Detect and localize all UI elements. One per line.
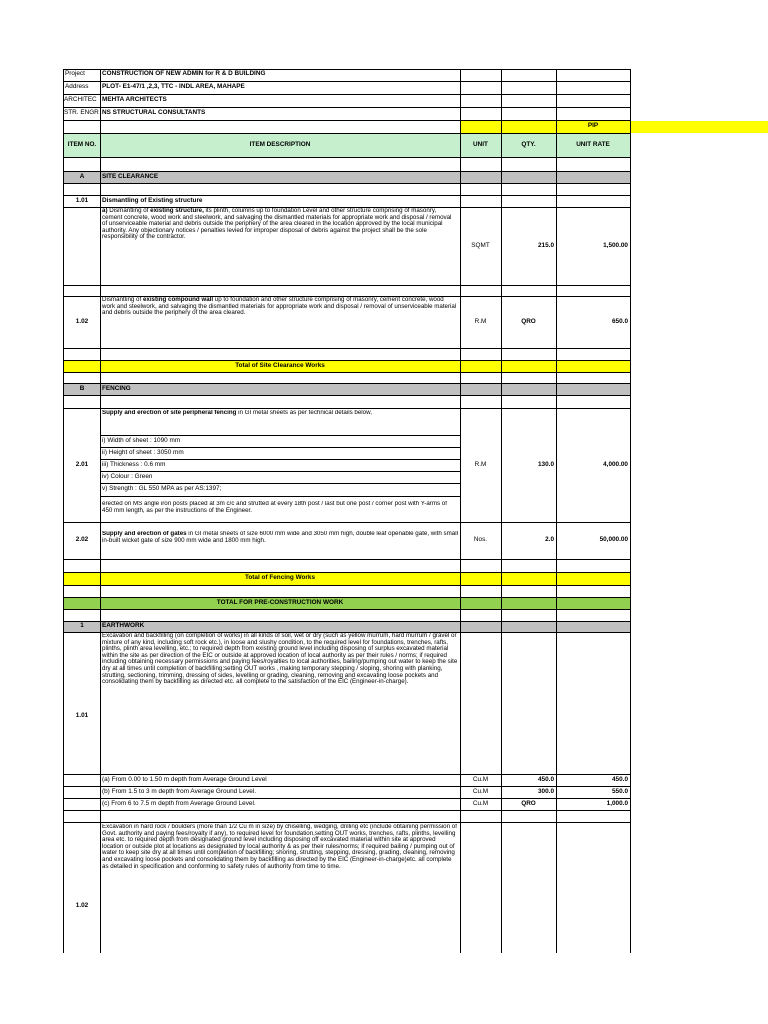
- structural-label: STR. ENGR: [64, 109, 99, 116]
- pip-label: PIP: [587, 122, 599, 129]
- desc-bold: Supply and erection of site peripheral fencing: [102, 410, 237, 416]
- preconstruction-total: TOTAL FOR PRE-CONSTRUCTION WORK: [216, 599, 344, 606]
- item-b-202-rate: 50,000.00: [599, 536, 628, 543]
- sub-c-unit: Cu.M: [472, 800, 489, 807]
- item-b-201-description: [100, 410, 460, 430]
- sub-b-qty: 300.0: [538, 788, 554, 795]
- item-a-102-unit: R.M: [474, 318, 487, 325]
- project-label: Project: [65, 70, 85, 77]
- item-a-101-no: 1.01: [75, 197, 89, 204]
- item-a-101-heading: Dismantling of Existing structure: [102, 197, 203, 204]
- spec-height: ii) Height of sheet : 3050 mm: [102, 449, 184, 456]
- sub-c-label: (c) From 6 to 7.5 m depth from Average Ground Level.: [102, 800, 256, 807]
- item-a-102-no: 1.02: [75, 318, 89, 325]
- fencing-total: Total of Fencing Works: [244, 574, 316, 581]
- item-b-202-unit: Nos.: [473, 536, 488, 543]
- sub-a-qty: 450.0: [538, 776, 554, 783]
- item-b-202-description: [100, 531, 460, 551]
- desc-rest: in GI metal sheets as per technical details below,: [236, 410, 372, 416]
- item-a-101-qty: 215.0: [538, 242, 554, 249]
- item-b-202-no: 2.02: [75, 536, 89, 543]
- item-a-101-description: [100, 208, 460, 284]
- architect-label: ARCHITEC: [64, 96, 97, 103]
- sub-c-qty: QRO: [521, 800, 536, 807]
- item-1-102-description: Excavation in hard rock / boulders (more than 1/2 Cu m in size) by chiselling, wedging, drilling etc (include obtaining permission of Govt. authority and paying fees/royalty if any), to required level for foundation,setting OUT works, trenches, rafts, plinths, levelling area etc. to required depth from designated ground level including disposing off excavated material within site at approved location or outside plot at locations as designated by local authority & as per their rules/norms; if required bailing / pumping out of water to keep site dry at all times until completion of backfilling; shoring, strutting, stepping, dressing, grading, cleaning, removing and excavating loose pockets and consolidating them by backfilling as directed by the EIC (Engineer-in-charge)etc. all complete as detailed in specification and conforming to safety rules of authority from time to time.: [102, 824, 457, 870]
- site-clearance-total: Total of Site Clearance Works: [235, 362, 325, 369]
- section-b-code: B: [79, 385, 85, 392]
- desc-rest: its plinth, columns up to foundation Level and other structure comprising of masonry, cement concrete, wood work and steelwork, and salvaging the dismantled materials for appropriate work and disposal / removal of unserviceable material and debris outside the periphery of the area cleared in the location approved by the local municipal authority. Any objectionary notices / penalties levied for improper disposal of debris against the project shall be the sole responsibility of the contractor.: [102, 208, 452, 241]
- item-a-102-rate: 650.0: [612, 318, 628, 325]
- section-a-code: A: [79, 173, 85, 180]
- sub-b-label: (b) From 1.5 to 3 m depth from Average Ground Level.: [102, 788, 257, 795]
- spec-strength: v) Strength : GL 550 MPA as per AS:1397;: [102, 485, 222, 492]
- item-1-101-description: Excavation and backfilling (on completion of works) in all kinds of soil, wet or dry (such as yellow murrum, hard murrum / gravel or mixture of any kind, including soft rock etc.), in loose and slushy condition, to the required level for foundations, trenches, rafts, plinths, plinth area levelling, etc.; to required depth from existing ground level including disposing of surplus excavated material within the site as per direction of the EIC or outside at approved location of local authority as per their rules / norms; if required including obtaining necessary permissions and paying fees/royalties to local authorities, bailing/pumping out water to keep the site dry at all times until completion of backfilling;setting OUT works , making temporary stepping / sloping, shoring with planking, strutting, sectioning, trimming, dressing of sides, levelling or grading, cleaning, removing and excavating loose pockets and consolidating them by backfilling as directed etc. all complete to the satisfaction of the EIC (Engineer-in-charge).: [102, 633, 458, 686]
- col-description: ITEM DESCRIPTION: [249, 141, 311, 148]
- desc-start: Dismantling of: [109, 208, 151, 214]
- desc-prefix: a): [102, 208, 110, 214]
- desc-bold: Supply and erection of gates: [102, 531, 187, 537]
- col-unit: UNIT: [473, 141, 488, 148]
- desc-rest: up to foundation and other structure comprising of masonry, cement concrete, wood work and steelwork, and salvaging the dismantled materials for appropriate work and disposal / removal of unserviceable material and debris outside the periphery of the area cleared.: [102, 297, 457, 317]
- item-a-101-unit: SQMT: [471, 242, 490, 249]
- item-1-102-no: 1.02: [75, 902, 89, 909]
- item-a-102-qty: QRO: [521, 318, 536, 325]
- sub-a-label: (a) From 0.00 to 1.50 m depth from Average Ground Level: [102, 776, 267, 783]
- section-1-title: EARTHWORK: [102, 622, 145, 629]
- section-a-title: SITE CLEARANCE: [102, 173, 159, 180]
- item-b-201-unit: R.M: [474, 461, 487, 468]
- item-b-201-qty: 130.0: [538, 461, 554, 468]
- sub-c-rate: 1,000.0: [606, 800, 628, 807]
- item-b-201-rate: 4,000.00: [603, 461, 628, 468]
- item-a-102-description: [100, 297, 460, 327]
- sub-b-unit: Cu.M: [472, 788, 489, 795]
- desc-bold: existing compound wall: [142, 297, 214, 303]
- section-b-title: FENCING: [102, 385, 131, 392]
- sub-a-rate: 450.0: [612, 776, 628, 783]
- desc-start: Dismantling of: [102, 297, 143, 303]
- sub-a-unit: Cu.M: [472, 776, 489, 783]
- address-label: Address: [65, 83, 89, 90]
- spec-thickness: iii) Thickness : 0.6 mm: [102, 461, 166, 468]
- spec-width: i) Width of sheet : 1090 mm: [102, 437, 181, 444]
- desc-rest: in GI metal sheets of size 6000 mm wide and 3050 mm high, double leaf openable gate, with small in-built wicket gate of size 900 mm wide and 1800 mm high.: [102, 531, 458, 544]
- col-rate: UNIT RATE: [576, 141, 610, 148]
- col-item-no: ITEM NO.: [67, 141, 97, 148]
- item-b-201-note: erected on MS angle iron posts placed at 3m c/c and strutted at every 18th post / last but one post / corner post with Y-arms of 450 mm length, as per the instructions of the Engineer.: [102, 501, 447, 514]
- item-b-201-no: 2.01: [75, 461, 89, 468]
- architect-value: MEHTA ARCHITECTS: [102, 96, 167, 103]
- sub-b-rate: 550.0: [612, 788, 628, 795]
- col-qty: QTY.: [521, 141, 536, 148]
- section-1-code: 1: [80, 622, 84, 629]
- item-b-202-qty: 2.0: [545, 536, 554, 543]
- spec-colour: iv) Colour : Green: [102, 473, 153, 480]
- project-value: CONSTRUCTION OF NEW ADMIN for R & D BUILDING: [102, 70, 266, 77]
- structural-value: NS STRUCTURAL CONSULTANTS: [102, 109, 206, 116]
- item-1-101-no: 1.01: [75, 712, 89, 719]
- item-a-101-rate: 1,500.00: [603, 242, 628, 249]
- address-value: PLOT- E1-47/1 ,2,3, TTC - INDL AREA, MAHAPE: [102, 83, 245, 90]
- desc-bold: existing structure,: [150, 208, 204, 214]
